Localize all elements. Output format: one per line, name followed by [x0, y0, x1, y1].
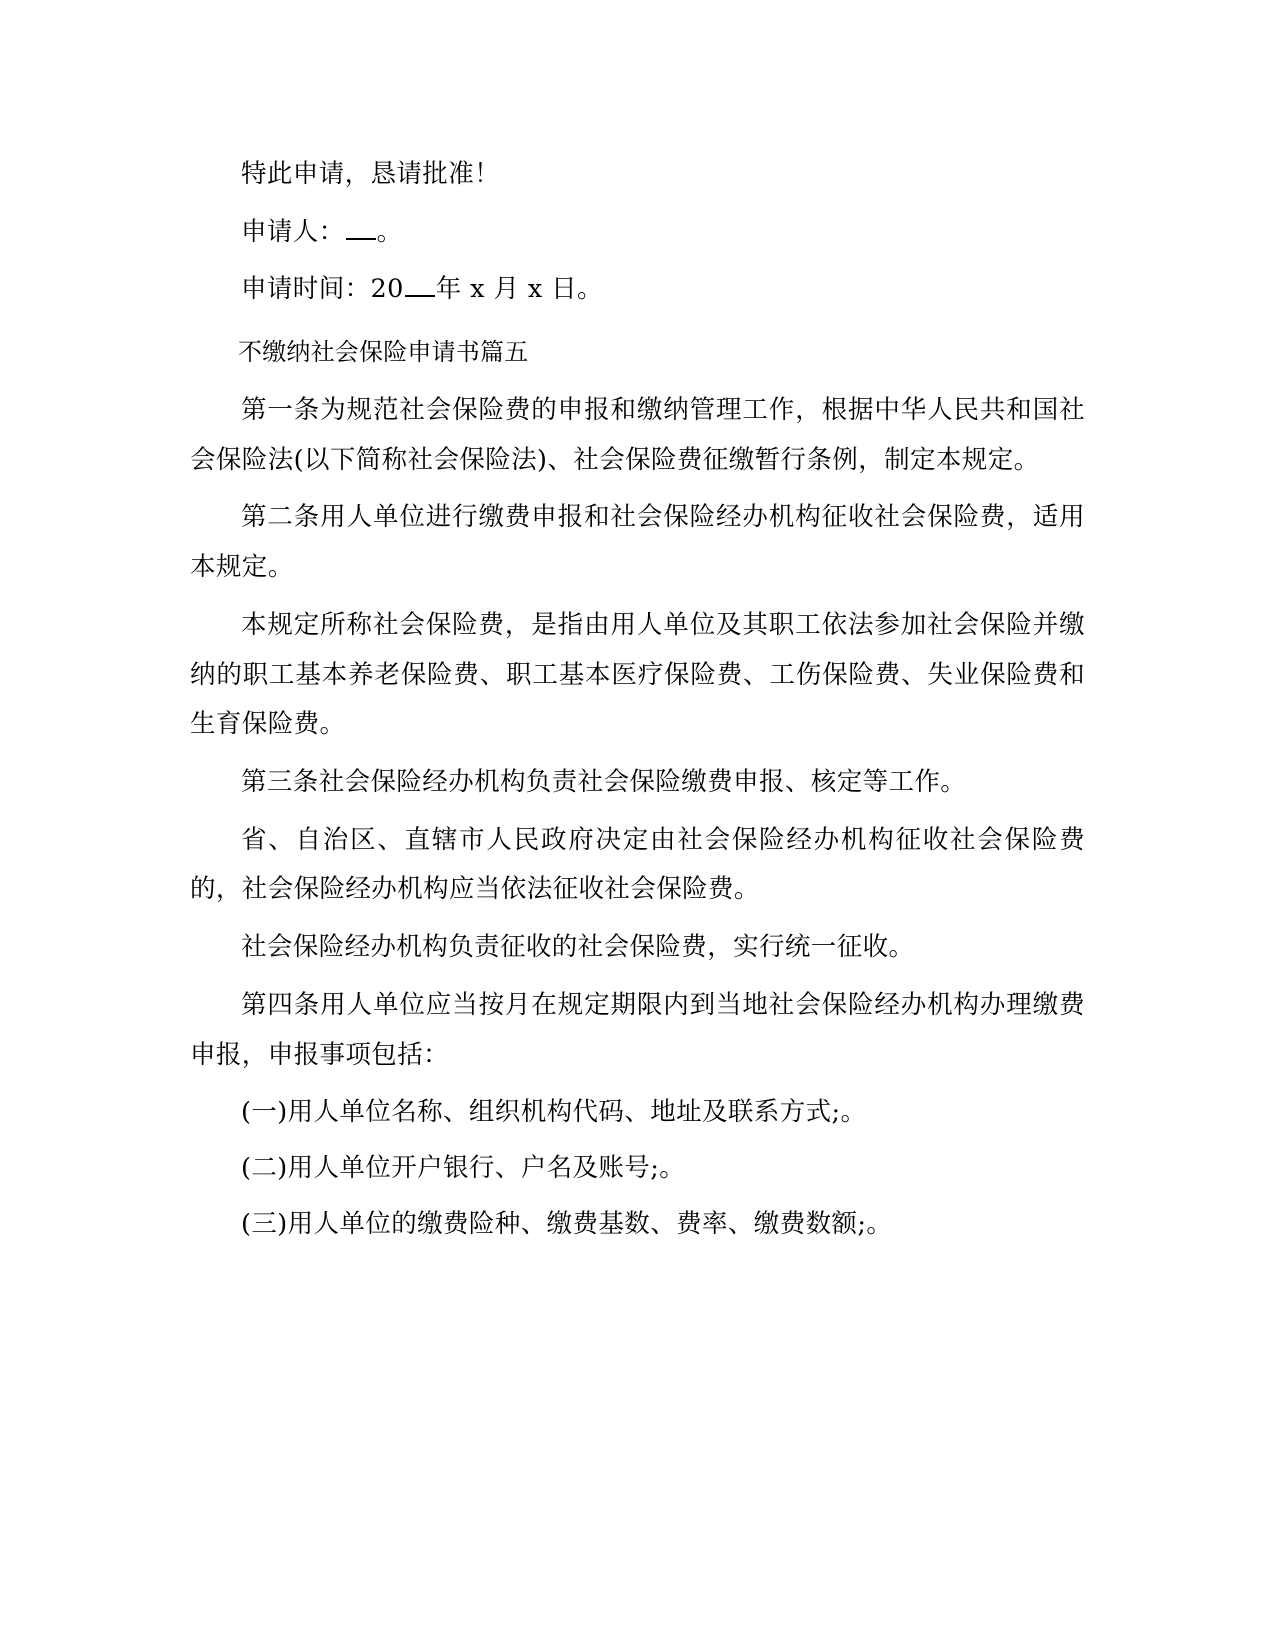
paragraph-article-three: 第三条社会保险经办机构负责社会保险缴费申报、核定等工作。	[241, 766, 967, 797]
paragraph-article-one: 第一条为规范社会保险费的申报和缴纳管理工作，根据中华人民共和国社会保险法(以下简称社会保险法)、社会保险费征缴暂行条例，制定本规定。	[190, 394, 1085, 475]
list-item-one: (一)用人单位名称、组织机构代码、地址及联系方式;。	[241, 1097, 867, 1128]
paragraph-application-date	[190, 265, 1085, 315]
paragraph-applicant-name	[190, 208, 1085, 258]
application-date-label: 申请时间：20	[241, 274, 404, 305]
applicant-blank-field[interactable]	[346, 238, 376, 240]
applicant-label: 申请人：	[241, 216, 345, 247]
paragraph-provincial-collection: 省、自治区、直辖市人民政府决定由社会保险经办机构征收社会保险费的，社会保险经办机构应当依法征收社会保险费。	[190, 824, 1085, 905]
paragraph-article-four: 第四条用人单位应当按月在规定期限内到当地社会保险经办机构办理缴费申报，申报事项包括：	[190, 989, 1085, 1070]
paragraph-unified-collection: 社会保险经办机构负责征收的社会保险费，实行统一征收。	[241, 932, 915, 963]
applicant-suffix: 。	[376, 216, 403, 247]
paragraph-definition: 本规定所称社会保险费，是指由用人单位及其职工依法参加社会保险并缴纳的职工基本养老保险费、职工基本医疗保险费、工伤保险费、失业保险费和生育保险费。	[190, 609, 1085, 740]
application-date-suffix: 年 x 月 x 日。	[435, 274, 603, 305]
section-heading: 不缴纳社会保险申请书篇五	[238, 338, 529, 367]
paragraph-article-two: 第二条用人单位进行缴费申报和社会保险经办机构征收社会保险费，适用本规定。	[190, 502, 1085, 583]
document-body	[190, 150, 1085, 1249]
list-item-three: (三)用人单位的缴费险种、缴费基数、费率、缴费数额;。	[241, 1208, 893, 1239]
list-item-two: (二)用人单位开户银行、户名及账号;。	[241, 1153, 686, 1184]
application-date-blank-field[interactable]	[405, 295, 435, 297]
paragraph-closing-request: 特此申请，恳请批准！	[241, 159, 501, 189]
